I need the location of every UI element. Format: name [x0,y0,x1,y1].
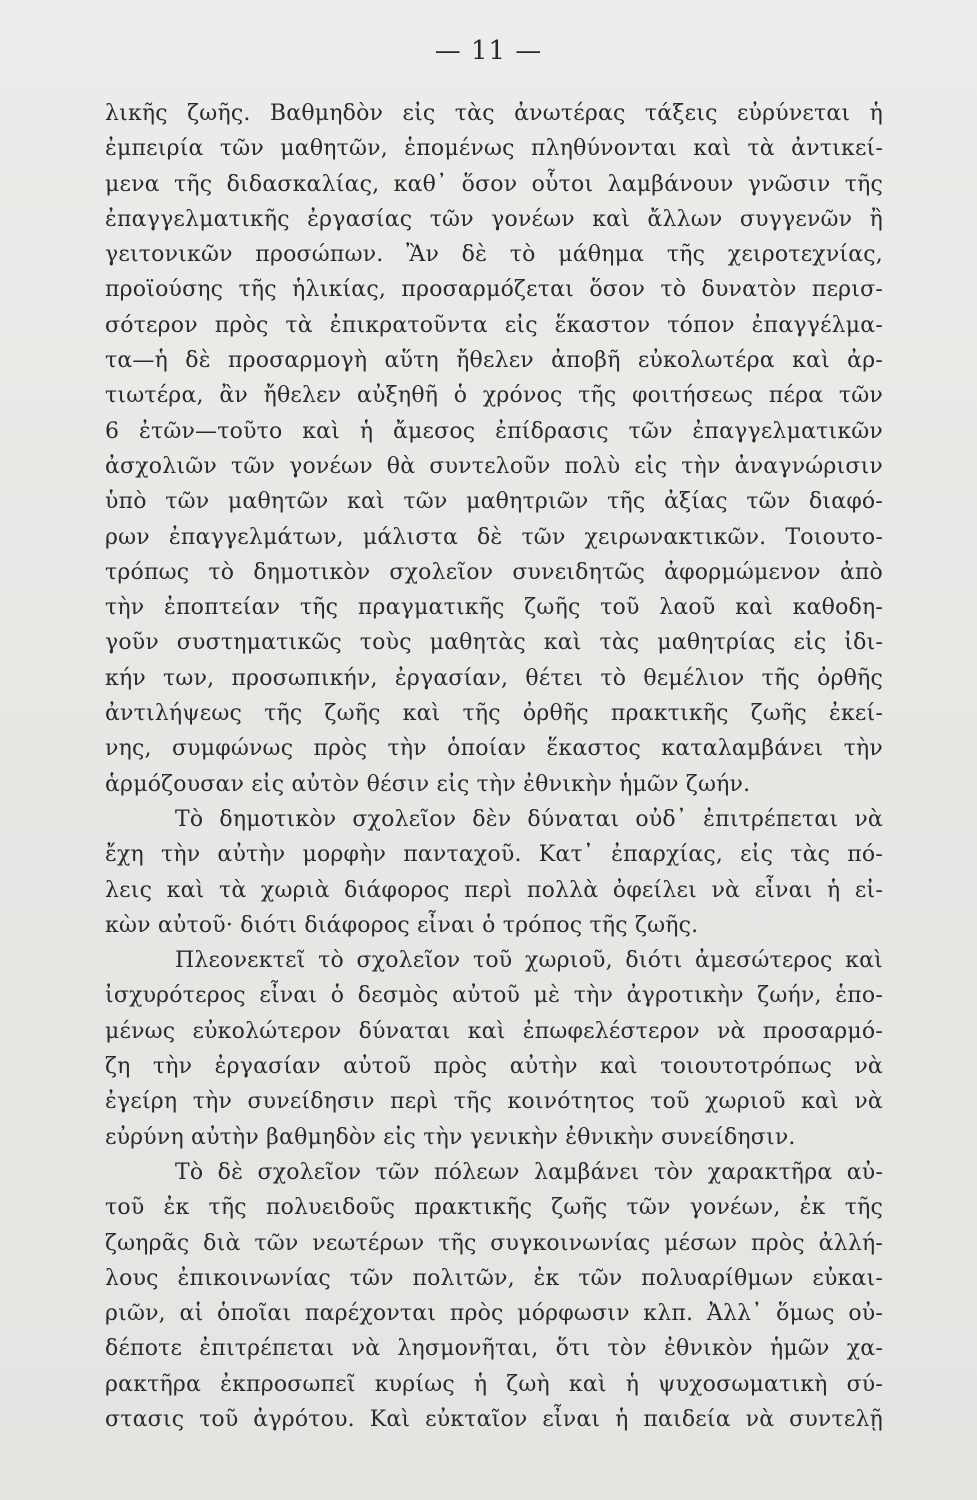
text-line: ρων ἐπαγγελμάτων, μάλιστα δὲ τῶν χειρωνακτικῶν. Τοιουτο- [105,524,883,550]
text-line: τὴν ἐποπτείαν τῆς πραγματικῆς ζωῆς τοῦ λαοῦ καὶ καθοδη- [105,595,883,621]
text-line: ἐγείρη τὴν συνείδησιν περὶ τῆς κοινότητος τοῦ χωριοῦ καὶ νὰ [105,1089,883,1115]
text-line: μενα τῆς διδασκαλίας, καθ᾿ ὅσον οὗτοι λαμβάνουν γνῶσιν τῆς [105,171,883,197]
text-line: Τὸ δημοτικὸν σχολεῖον δὲν δύναται οὐδ᾿ ἐπιτρέπεται νὰ [175,806,883,832]
paragraph-4 [105,1155,883,1437]
body-text [105,96,883,1437]
paragraph-2 [105,802,883,943]
text-line: γοῦν συστηματικῶς τοὺς μαθητὰς καὶ τὰς μαθητρίας εἰς ἰδι- [105,630,883,656]
text-line: 6 ἐτῶν—τοῦτο καὶ ἡ ἄμεσος ἐπίδρασις τῶν ἐπαγγελματικῶν [105,418,883,444]
text-line: ὑπὸ τῶν μαθητῶν καὶ τῶν μαθητριῶν τῆς ἀξίας τῶν διαφό- [105,489,883,515]
text-line: σότερον πρὸς τὰ ἐπικρατοῦντα εἰς ἕκαστον τόπον ἐπαγγέλμα- [105,312,883,338]
text-line: κὼν αὐτοῦ· διότι διάφορος εἶναι ὁ τρόπος τῆς ζωῆς. [105,912,699,938]
text-line: στασις τοῦ ἀγρότου. Καὶ εὐκταῖον εἶναι ἡ παιδεία νὰ συντελῇ [105,1406,883,1432]
text-line: ζωηρᾶς διὰ τῶν νεωτέρων τῆς συγκοινωνίας μέσων πρὸς ἀλλή- [105,1230,883,1256]
text-line: ρακτῆρα ἐκπροσωπεῖ κυρίως ἡ ζωὴ καὶ ἡ ψυχοσωματικὴ σύ- [105,1371,883,1397]
text-line: νης, συμφώνως πρὸς τὴν ὁποίαν ἕκαστος καταλαμβάνει τὴν [105,736,883,762]
text-line: τα—ἡ δὲ προσαρμογὴ αὕτη ἤθελεν ἀποβῆ εὐκολωτέρα καὶ ἀρ- [105,348,883,374]
text-line: ριῶν, αἱ ὁποῖαι παρέχονται πρὸς μόρφωσιν κλπ. Ἀλλ᾿ ὅμως οὐ- [105,1301,883,1327]
paragraph-1 [105,96,883,802]
text-line: ἁρμόζουσαν εἰς αὐτὸν θέσιν εἰς τὴν ἐθνικὴν ἡμῶν ζωήν. [105,771,751,797]
text-line: ἐμπειρία τῶν μαθητῶν, ἑπομένως πληθύνονται καὶ τὰ ἀντικεί- [105,136,883,162]
paragraph-3 [105,943,883,1155]
text-line: ζη τὴν ἐργασίαν αὐτοῦ πρὸς αὐτὴν καὶ τοιουτοτρόπως νὰ [105,1054,883,1080]
text-line: κήν των, προσωπικήν, ἐργασίαν, θέτει τὸ θεμέλιον τῆς ὀρθῆς [105,665,883,691]
text-line: λους ἐπικοινωνίας τῶν πολιτῶν, ἐκ τῶν πολυαρίθμων εὐκαι- [105,1265,883,1291]
text-line: προϊούσης τῆς ἡλικίας, προσαρμόζεται ὅσον τὸ δυνατὸν περισ- [105,277,883,303]
text-line: ἀσχολιῶν τῶν γονέων θὰ συντελοῦν πολὺ εἰς τὴν ἀναγνώρισιν [105,453,883,479]
text-line: λεις καὶ τὰ χωριὰ διάφορος περὶ πολλὰ ὀφείλει νὰ εἶναι ἡ εἰ- [105,877,883,903]
text-line: ἐπαγγελματικῆς ἐργασίας τῶν γονέων καὶ ἄλλων συγγενῶν ἢ [105,206,883,232]
text-line: Πλεονεκτεῖ τὸ σχολεῖον τοῦ χωριοῦ, διότι ἀμεσώτερος καὶ [175,948,883,974]
text-line: Τὸ δὲ σχολεῖον τῶν πόλεων λαμβάνει τὸν χαρακτῆρα αὐ- [175,1159,883,1185]
text-line: τρόπως τὸ δημοτικὸν σχολεῖον συνειδητῶς ἀφορμώμενον ἀπὸ [105,559,883,585]
text-line: λικῆς ζωῆς. Βαθμηδὸν εἰς τὰς ἀνωτέρας τάξεις εὐρύνεται ἡ [105,101,883,126]
text-line: ἔχη τὴν αὐτὴν μορφὴν πανταχοῦ. Κατ᾿ ἐπαρχίας, εἰς τὰς πό- [105,842,883,868]
text-line: τοῦ ἐκ τῆς πολυειδοῦς πρακτικῆς ζωῆς τῶν γονέων, ἐκ τῆς [105,1195,883,1221]
text-line: ἰσχυρότερος εἶναι ὁ δεσμὸς αὐτοῦ μὲ τὴν ἀγροτικὴν ζωήν, ἑπο- [105,983,883,1009]
text-line: δέποτε ἐπιτρέπεται νὰ λησμονῆται, ὅτι τὸν ἐθνικὸν ἡμῶν χα- [105,1336,883,1362]
page-number: — 11 — [434,36,543,66]
text-line: γειτονικῶν προσώπων. Ἂν δὲ τὸ μάθημα τῆς χειροτεχνίας, [105,242,883,268]
text-line: εὐρύνη αὐτὴν βαθμηδὸν εἰς τὴν γενικὴν ἐθνικὴν συνείδησιν. [105,1124,796,1150]
text-line: τιωτέρα, ἂν ἤθελεν αὐξηθῆ ὁ χρόνος τῆς φοιτήσεως πέρα τῶν [105,383,883,409]
text-line: μένως εὐκολώτερον δύναται καὶ ἐπωφελέστερον νὰ προσαρμό- [105,1018,883,1044]
text-line: ἀντιλήψεως τῆς ζωῆς καὶ τῆς ὀρθῆς πρακτικῆς ζωῆς ἐκεί- [105,701,883,727]
